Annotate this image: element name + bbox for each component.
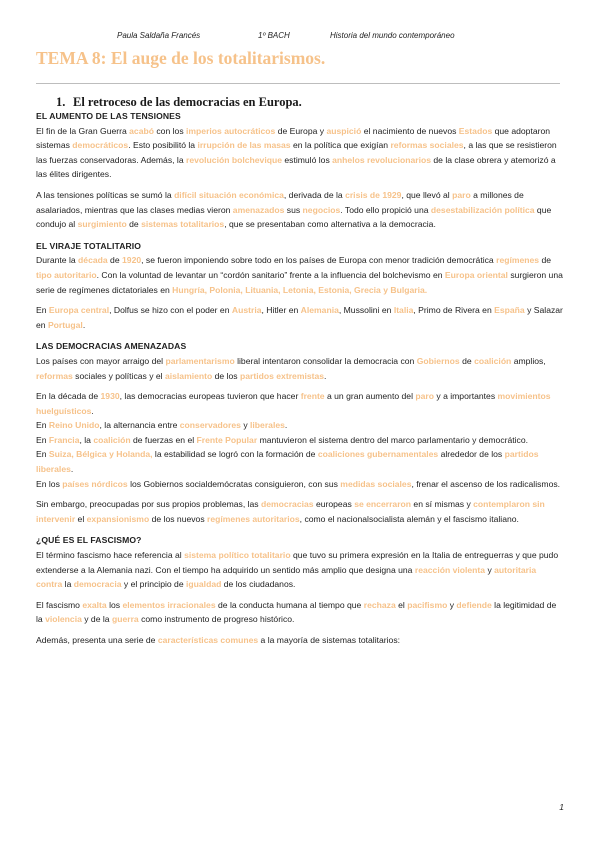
text-run: el: [395, 599, 408, 610]
highlighted-term: exalta: [82, 599, 107, 610]
text-run: con los: [154, 125, 187, 136]
highlighted-term: partidos extremistas: [239, 370, 325, 381]
text-run: .: [324, 370, 327, 381]
text-run: el: [75, 513, 87, 524]
text-run: En: [36, 305, 49, 316]
highlighted-term: Francia: [48, 434, 80, 445]
paragraph: [36, 418, 564, 433]
text-run: sus: [284, 204, 303, 215]
highlighted-term: coalición: [474, 355, 512, 366]
paragraph: [36, 188, 564, 232]
highlighted-term: expansionismo: [86, 513, 150, 524]
highlighted-term: aislamiento: [164, 370, 213, 381]
section-title-text: El retroceso de las democracias en Europa.: [73, 95, 302, 109]
paragraph: [36, 548, 564, 592]
highlighted-term: Italia: [393, 305, 414, 316]
text-run: alrededor de los: [438, 449, 505, 460]
highlighted-term: Suiza, Bélgica y Holanda,: [48, 449, 153, 460]
highlighted-term: amenazados: [232, 204, 285, 215]
text-run: En: [36, 449, 49, 460]
paragraph: [36, 633, 564, 648]
highlighted-term: democracias: [261, 499, 314, 510]
text-run: En: [36, 420, 49, 431]
highlighted-term: anhelos revolucionarios: [332, 154, 431, 165]
document-body: [36, 109, 564, 648]
text-run: .: [91, 405, 94, 416]
paragraph: [36, 354, 564, 383]
paragraph: [36, 389, 564, 418]
text-run: y: [447, 599, 457, 610]
text-run: los Gobiernos socialdemócratas consiguieron, con sus: [127, 478, 341, 489]
text-run: A las tensiones políticas se sumó la: [36, 189, 175, 200]
highlighted-term: Reino Unido: [48, 420, 100, 431]
text-run: de: [539, 255, 552, 266]
highlighted-term: frente: [300, 391, 325, 402]
highlighted-term: parlamentarismo: [165, 355, 235, 366]
text-run: , la: [79, 434, 94, 445]
text-run: de los: [212, 370, 240, 381]
highlighted-term: contemplaron sin intervenir: [36, 499, 545, 524]
highlighted-term: paro: [452, 189, 471, 200]
text-run: , frenar el ascenso de los radicalismos.: [411, 478, 561, 489]
highlighted-term: acabó: [129, 125, 154, 136]
page-number: 1: [559, 802, 564, 812]
highlighted-term: regímenes: [496, 255, 540, 266]
subheading-viraje: EL VIRAJE TOTALITARIO: [36, 240, 142, 251]
highlighted-term: auspició: [326, 125, 362, 136]
text-run: la estabilidad se logró con la formación de: [152, 449, 318, 460]
subheading-fascismo: ¿QUÉ ES EL FASCISMO?: [36, 535, 142, 546]
highlighted-term: medidas sociales: [340, 478, 412, 489]
text-run: la: [62, 579, 74, 590]
text-run: , derivada de la: [283, 189, 346, 200]
text-run: y a importantes: [434, 391, 498, 402]
highlighted-term: características comunes: [157, 635, 259, 645]
paragraph: [36, 253, 564, 297]
highlighted-term: década: [78, 255, 108, 266]
text-run: En: [36, 434, 49, 445]
paragraph: [36, 598, 564, 627]
highlighted-term: crisis de 1929: [345, 189, 402, 200]
highlighted-term: desestabilización política: [430, 204, 535, 215]
paragraph: [36, 303, 564, 332]
highlighted-term: defiende: [456, 599, 492, 610]
highlighted-term: igualdad: [186, 579, 222, 590]
text-run: , la alternancia entre: [99, 420, 180, 431]
highlighted-term: Gobiernos: [416, 355, 460, 366]
highlighted-term: coaliciones gubernamentales: [317, 449, 439, 460]
highlighted-term: negocios: [302, 204, 341, 215]
text-run: , Hitler en: [261, 305, 301, 316]
highlighted-term: tipo autoritario: [36, 269, 97, 280]
text-run: . Todo ello propició una: [340, 204, 431, 215]
highlighted-term: reformas sociales: [390, 140, 464, 151]
header-course: 1º BACH: [258, 31, 290, 40]
highlighted-term: coalición: [93, 434, 131, 445]
document-title: TEMA 8: El auge de los totalitarismos.: [36, 48, 326, 68]
text-run: de: [107, 255, 123, 266]
title-divider: [36, 83, 560, 84]
text-run: como instrumento de progreso histórico.: [138, 614, 295, 625]
text-run: , que se presentaban como alternativa a la democracia.: [224, 219, 436, 230]
text-run: a la mayoría de sistemas totalitarios:: [258, 635, 401, 645]
highlighted-term: democráticos: [72, 140, 129, 151]
text-run: amplios,: [511, 355, 546, 366]
section-number: 1.: [56, 95, 66, 109]
text-run: . Con la voluntad de levantar un “cordón sanitario” frente a la influencia del bolchevismo en: [96, 269, 445, 280]
section-heading: [56, 95, 302, 110]
text-run: el nacimiento de nuevos: [361, 125, 459, 136]
text-run: de: [459, 355, 475, 366]
text-run: de la clase obrera y atemorizó a las élites dirigentes.: [36, 154, 556, 180]
text-run: .: [70, 464, 74, 475]
text-run: . Esto posibilitó la: [128, 140, 198, 151]
text-run: liberal intentaron consolidar la democracia con: [234, 355, 417, 366]
text-run: , Mussolini en: [338, 305, 394, 316]
text-run: en sí mismas y: [411, 499, 474, 510]
text-run: , se fueron imponiendo sobre todo en los países de Europa con menor tradición democrática: [141, 255, 497, 266]
highlighted-term: Hungría, Polonia, Lituania, Letonia, Estonia, Grecia y Bulgaria.: [172, 284, 428, 295]
paragraph: [36, 497, 564, 526]
highlighted-term: 1930: [100, 391, 120, 402]
highlighted-term: Europa oriental: [444, 269, 508, 280]
text-run: , Primo de Rivera en: [413, 305, 495, 316]
highlighted-term: autoritaria contra: [36, 564, 537, 590]
text-run: Además, presenta una serie de: [36, 635, 158, 645]
highlighted-term: España: [494, 305, 525, 316]
text-run: europeas: [313, 499, 355, 510]
subheading-tensiones: EL AUMENTO DE LAS TENSIONES: [36, 111, 181, 121]
highlighted-term: se encerraron: [354, 499, 412, 510]
paragraph: [36, 124, 564, 182]
text-run: El término fascismo hace referencia al: [36, 550, 185, 561]
text-run: y de la: [81, 614, 112, 625]
highlighted-term: pacifismo: [407, 599, 448, 610]
text-run: de los ciudadanos.: [221, 579, 296, 590]
text-run: El fin de la Gran Guerra: [36, 125, 130, 136]
text-run: que adoptaron sistemas: [36, 125, 551, 151]
paragraph: [36, 477, 564, 492]
text-run: surgieron una serie de regímenes dictatoriales en: [36, 269, 563, 295]
highlighted-term: violencia: [45, 614, 82, 625]
text-run: Durante la: [36, 255, 79, 266]
highlighted-term: sistema político totalitario: [184, 550, 291, 561]
subheading-democracias: LAS DEMOCRACIAS AMENAZADAS: [36, 341, 187, 352]
highlighted-term: movimientos huelguísticos: [36, 391, 551, 416]
text-run: a un gran aumento del: [324, 391, 416, 402]
text-run: la legitimidad de la: [36, 599, 557, 625]
highlighted-term: surgimiento: [77, 219, 127, 230]
text-run: El fascismo: [36, 599, 83, 610]
highlighted-term: paro: [415, 391, 434, 402]
text-run: y el principio de: [121, 579, 187, 590]
text-run: estimuló los: [281, 154, 333, 165]
highlighted-term: partidos liberales: [36, 449, 539, 475]
text-run: que condujo al: [36, 204, 552, 230]
header-subject: Historia del mundo contemporáneo: [330, 31, 455, 40]
text-run: , a las que se resistieron las fuerzas conservadoras. Además, la: [36, 140, 557, 165]
highlighted-term: elementos irracionales: [122, 599, 216, 610]
highlighted-term: reacción violenta: [414, 564, 486, 575]
text-run: Sin embargo, preocupadas por sus propios problemas, las: [36, 499, 261, 510]
paragraph: [36, 433, 564, 448]
text-run: y: [240, 420, 251, 431]
highlighted-term: guerra: [111, 614, 139, 625]
highlighted-term: Estados: [458, 125, 493, 136]
text-run: En los: [36, 478, 63, 489]
highlighted-term: imperios autocráticos: [186, 125, 276, 136]
text-run: de los nuevos: [149, 513, 208, 524]
highlighted-term: sistemas totalitarios: [141, 219, 225, 230]
highlighted-term: rechaza: [363, 599, 396, 610]
page-header: [0, 31, 600, 45]
highlighted-term: Alemania: [300, 305, 339, 316]
text-run: En la década de: [36, 391, 101, 402]
highlighted-term: Europa central: [48, 305, 110, 316]
highlighted-term: regímenes autoritarios: [207, 513, 300, 524]
highlighted-term: liberales: [250, 420, 285, 431]
text-run: de Europa y: [275, 125, 327, 136]
text-run: de la conducta humana al tiempo que: [215, 599, 364, 610]
highlighted-term: difícil situación económica: [174, 189, 284, 200]
text-run: , que llevó al: [401, 189, 453, 200]
highlighted-term: Portugal: [47, 319, 83, 330]
text-run: que tuvo su primera expresión en la Italia de entreguerras y que pudo extenderse a la Alemania nazi. Con el tiempo ha adquirido un sentido más amplio que designa una: [36, 550, 559, 575]
highlighted-term: Austria: [231, 305, 262, 316]
text-run: a millones de asalariados, mientras que las clases medias vieron: [36, 189, 524, 215]
text-run: los: [106, 599, 123, 610]
text-run: y: [485, 564, 495, 575]
highlighted-term: revolución bolchevique: [186, 154, 282, 165]
text-run: de fuerzas en el: [130, 434, 197, 445]
highlighted-term: 1920: [122, 255, 142, 266]
header-author: Paula Saldaña Francés: [117, 31, 201, 40]
highlighted-term: conservadores: [179, 420, 241, 431]
text-run: .: [284, 420, 288, 431]
text-run: , como el nacionalsocialista alemán y el fascismo italiano.: [299, 513, 519, 524]
paragraph: [36, 447, 564, 476]
text-run: de: [126, 219, 142, 230]
highlighted-term: países nórdicos: [62, 478, 128, 489]
highlighted-term: Frente Popular: [196, 434, 258, 445]
text-run: y Salazar en: [36, 305, 563, 330]
text-run: .: [82, 319, 86, 330]
text-run: Los países con mayor arraigo del: [36, 355, 166, 366]
text-run: , Dolfus se hizo con el poder en: [109, 305, 232, 316]
text-run: sociales y políticas y el: [72, 370, 165, 381]
text-run: mantuvieron el sistema dentro del marco parlamentario y democrático.: [257, 434, 529, 445]
text-run: , las democracias europeas tuvieron que hacer: [119, 391, 301, 402]
highlighted-term: democracia: [73, 579, 122, 590]
text-run: en la política que exigían: [290, 140, 391, 151]
highlighted-term: irrupción de las masas: [197, 140, 291, 151]
highlighted-term: reformas: [36, 370, 73, 381]
